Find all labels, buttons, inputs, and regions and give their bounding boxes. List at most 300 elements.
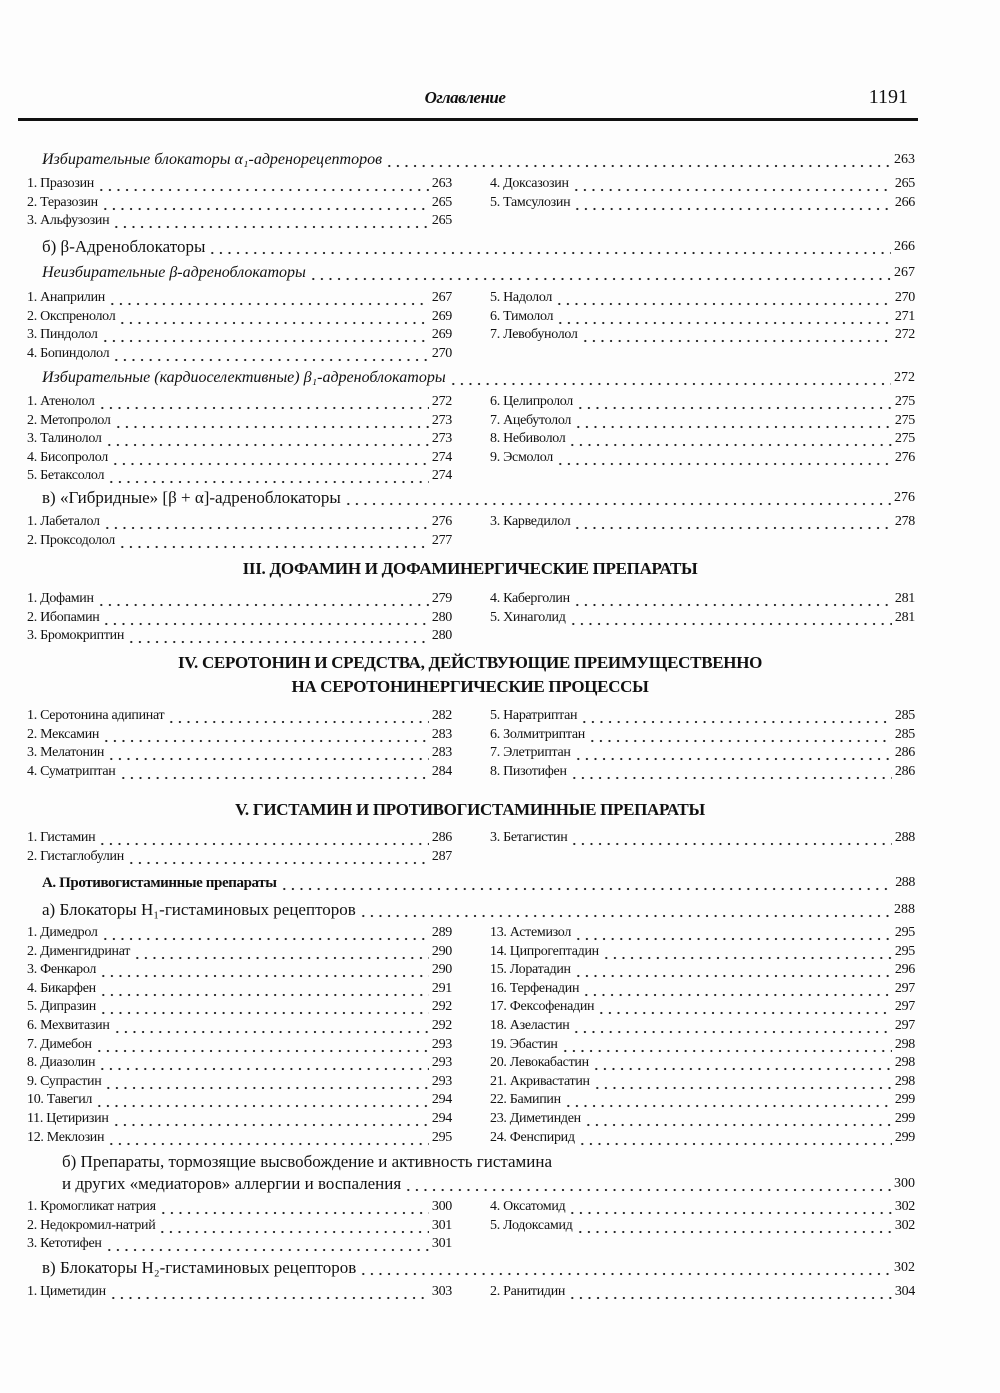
toc-entry[interactable] [490,1017,915,1035]
toc-entry[interactable] [27,627,452,645]
section-title [0,800,940,820]
dot-leader [588,726,892,744]
dot-leader [561,1036,892,1054]
toc-entry[interactable] [27,194,452,212]
toc-heading[interactable] [62,1175,915,1193]
toc-entry-page: 286 [894,763,915,779]
toc-entry-text: 5. Наратриптан [490,708,578,723]
toc-entry-page: 303 [431,1284,452,1299]
dot-leader [97,175,429,193]
dot-leader [568,1198,892,1216]
toc-entry[interactable] [27,393,452,411]
toc-entry-text: 3. Фенкарол [27,962,97,978]
dot-leader [597,998,892,1016]
toc-entry[interactable] [490,412,915,430]
toc-entry-page: 302 [894,1199,915,1214]
dot-leader [572,175,892,193]
toc-entry-text: 12. Меклозин [27,1129,105,1145]
dot-leader [359,901,891,919]
toc-heading-page: 266 [894,239,915,254]
toc-entry-text: 1. Серотонина адипинат [27,708,165,723]
toc-entry[interactable] [27,412,452,430]
dot-leader [101,326,429,344]
toc-entry-text: 1. Дофамин [27,591,94,606]
dot-leader [593,1073,892,1091]
toc-entry-page: 285 [894,708,915,723]
toc-entry[interactable] [27,326,452,344]
toc-entry-text: 3. Альфузозин [27,213,110,229]
dot-leader [556,449,892,467]
dot-leader [107,744,429,762]
toc-entry-page: 304 [894,1284,915,1299]
toc-heading[interactable] [42,238,915,256]
toc-entry[interactable] [27,1054,452,1072]
toc-entry-page: 263 [431,176,452,191]
toc-entry[interactable] [27,449,452,467]
dot-leader [573,590,892,608]
toc-entry[interactable] [27,829,452,847]
dot-leader [572,1017,891,1035]
dot-leader [111,449,429,467]
dot-leader [119,763,429,781]
toc-entry-text: 15. Лоратадин [490,962,571,978]
toc-entry[interactable] [490,1283,915,1301]
dot-leader [574,412,892,430]
toc-entry-page: 272 [431,394,452,409]
toc-entry[interactable] [490,1217,915,1235]
toc-entry[interactable] [27,1198,452,1216]
toc-entry-page: 301 [431,1236,452,1252]
dot-leader [99,980,429,998]
dot-leader [404,1175,891,1193]
dot-leader [280,874,893,892]
toc-entry[interactable] [27,308,452,326]
dot-leader [570,763,892,781]
toc-entry[interactable] [490,289,915,307]
toc-entry[interactable] [27,1283,452,1301]
toc-entry-text: 3. Кетотифен [27,1236,102,1252]
section-title [0,653,940,697]
dot-leader [107,1129,429,1147]
toc-entry-page: 273 [431,431,452,447]
toc-entry[interactable] [27,1129,452,1147]
toc-entry-page: 293 [431,1036,452,1052]
toc-entry-page: 298 [894,1055,915,1071]
toc-entry-page: 276 [894,449,915,465]
toc-entry-text: 3. Бетагистин [490,830,568,845]
toc-entry-text: 18. Азеластин [490,1018,570,1033]
dot-leader [118,308,429,326]
dot-leader [574,961,892,979]
toc-heading-page: 263 [894,152,915,167]
toc-entry[interactable] [490,326,915,344]
toc-heading-line1: б) Препараты, тормозящие высвобождение и активность гистамина [62,1152,553,1171]
dot-leader [102,726,429,744]
dot-leader [385,151,891,169]
dot-leader [127,848,429,866]
toc-entry-page: 270 [894,290,915,305]
toc-entry[interactable] [490,980,915,998]
toc-entry-text: 8. Диазолин [27,1055,96,1071]
toc-entry-page: 284 [431,763,452,779]
toc-entry-text: 5. Тамсулозин [490,194,571,210]
toc-entry-text: 9. Эсмолол [490,449,553,465]
toc-entry[interactable] [27,532,452,550]
toc-entry-page: 273 [431,412,452,428]
toc-entry[interactable] [27,763,452,781]
toc-entry[interactable] [490,744,915,762]
toc-entry[interactable] [27,590,452,608]
toc-entry[interactable] [27,513,452,531]
toc-entry-text: 4. Оксатомид [490,1199,566,1214]
toc-entry-text: 1. Лабеталол [27,514,100,529]
dot-leader [103,513,429,531]
toc-entry-page: 295 [894,943,915,959]
toc-entry[interactable] [27,175,452,193]
toc-entry-page: 269 [431,308,452,324]
toc-entry-text: 6. Целипролол [490,394,573,409]
toc-entry[interactable] [490,513,915,531]
toc-entry[interactable] [490,998,915,1016]
toc-entry-text: 22. Бамипин [490,1092,561,1108]
toc-entry-text: 6. Мехвитазин [27,1018,110,1033]
toc-heading[interactable] [42,369,915,387]
dot-leader [576,1217,892,1235]
toc-entry-text: 5. Бетаксолол [27,468,105,484]
toc-heading[interactable] [42,901,915,919]
toc-entry-page: 299 [894,1111,915,1126]
toc-entry-text: 1. Празозин [27,176,94,191]
dot-leader [578,1129,892,1147]
dot-leader [564,1091,892,1109]
toc-entry[interactable] [490,763,915,781]
toc-heading[interactable] [42,151,915,169]
toc-entry-page: 289 [431,925,452,940]
dot-leader [133,943,429,961]
toc-entry[interactable] [27,1217,452,1235]
dot-leader [344,489,891,507]
dot-leader [118,532,429,550]
toc-entry[interactable] [27,943,452,961]
toc-entry-text: 2. Проксодолол [27,532,115,548]
toc-heading-page: 300 [894,1176,915,1191]
toc-entry-page: 298 [894,1073,915,1089]
dot-leader [104,1073,428,1091]
toc-heading-text: б) β-Адреноблокаторы [42,237,206,256]
dot-leader [99,998,429,1016]
dot-leader [576,393,892,411]
toc-entry[interactable] [490,924,915,942]
dot-leader [449,369,891,387]
dot-leader [95,1091,429,1109]
toc-entry-page: 277 [431,532,452,548]
toc-entry-page: 299 [894,1129,915,1145]
toc-entry-text: 8. Пизотифен [490,763,567,779]
toc-entry-page: 297 [894,1018,915,1033]
dot-leader [167,707,429,725]
toc-entry-text: 1. Атенолол [27,394,95,409]
toc-entry[interactable] [490,1091,915,1109]
toc-entry[interactable] [27,467,452,485]
toc-entry-page: 286 [894,745,915,761]
dot-leader [569,609,892,627]
toc-entry[interactable] [490,449,915,467]
toc-heading-text: а) Блокаторы H₁-гистаминовых рецепторов [42,900,356,919]
toc-entry-text: 8. Небиволол [490,431,566,447]
toc-entry-page: 266 [894,194,915,210]
toc-entry[interactable] [27,726,452,744]
toc-entry[interactable] [490,308,915,326]
toc-entry-text: 16. Терфенадин [490,980,580,996]
toc-entry-text: 1. Гистамин [27,830,96,845]
toc-entry-text: 7. Димебон [27,1036,92,1052]
toc-entry-text: 2. Дименгидринат [27,943,131,959]
toc-entry[interactable] [27,345,452,363]
toc-entry-text: 10. Тавегил [27,1092,93,1108]
toc-entry[interactable] [27,961,452,979]
dot-leader [112,212,429,230]
dot-leader [570,829,891,847]
toc-entry[interactable] [490,943,915,961]
toc-entry[interactable] [27,848,452,866]
toc-entry-text: 21. Акривастатин [490,1073,590,1089]
dot-leader [112,1110,429,1128]
toc-entry-text: 2. Недокромил-натрий [27,1217,156,1233]
toc-entry-text: 5. Дипразин [27,999,96,1015]
toc-entry-page: 283 [431,726,452,742]
toc-entry-page: 280 [431,609,452,625]
toc-heading[interactable] [42,264,915,282]
toc-entry-page: 267 [431,290,452,305]
toc-entry-text: 2. Метопролол [27,412,111,428]
toc-entry-page: 272 [894,327,915,343]
toc-entry-page: 292 [431,1018,452,1033]
toc-entry-text: 4. Доксазозин [490,176,569,191]
toc-entry-text: 4. Бопиндолол [27,345,110,361]
dot-leader [208,238,891,256]
toc-entry[interactable] [490,175,915,193]
toc-entry[interactable] [490,961,915,979]
dot-leader [113,1017,429,1035]
toc-entry-text: 3. Мелатонин [27,745,105,761]
toc-entry-text: 2. Мексамин [27,726,100,742]
dot-leader [98,829,429,847]
dot-leader [574,744,892,762]
toc-entry-text: 2. Теразозин [27,194,98,210]
dot-leader [101,194,429,212]
toc-entry-page: 286 [431,830,452,845]
toc-entry-page: 294 [431,1092,452,1108]
dot-leader [592,1054,892,1072]
toc-heading-text: А. Противогистаминные препараты [42,875,277,891]
dot-leader [101,924,429,942]
toc-entry[interactable] [27,1235,452,1253]
toc-entry-page: 265 [431,213,452,229]
toc-entry-text: 13. Астемизол [490,925,572,940]
toc-entry[interactable] [490,1110,915,1128]
running-header-title: Оглавление [424,88,506,107]
dot-leader [102,609,428,627]
dot-leader [114,412,429,430]
toc-entry-page: 282 [431,708,452,723]
toc-entry[interactable] [27,744,452,762]
dot-leader [581,326,892,344]
toc-entry[interactable] [490,1198,915,1216]
toc-entry-page: 278 [894,514,915,529]
toc-entry-page: 269 [431,327,452,343]
dot-leader [98,1054,429,1072]
header-rule [18,118,918,121]
toc-entry-text: 5. Хинаголид [490,609,566,625]
toc-entry[interactable] [490,609,915,627]
toc-entry-text: 19. Эбастин [490,1036,558,1052]
toc-entry-text: 11. Цетиризин [27,1111,109,1126]
toc-entry[interactable] [27,430,452,448]
toc-entry-text: 1. Циметидин [27,1284,106,1299]
toc-entry-page: 295 [894,925,915,940]
dot-leader [602,943,892,961]
toc-entry-text: 1. Димедрол [27,925,98,940]
toc-heading-page: 272 [894,370,915,385]
toc-entry-page: 295 [431,1129,452,1145]
toc-entry[interactable] [490,393,915,411]
toc-entry[interactable] [27,1073,452,1091]
toc-entry-text: 7. Левобунолол [490,327,578,343]
toc-heading-page: 267 [894,265,915,280]
toc-entry-text: 2. Ибопамин [27,609,100,625]
toc-entry-text: 3. Пиндолол [27,327,98,343]
toc-entry[interactable] [27,609,452,627]
toc-entry-page: 274 [431,468,452,484]
toc-entry[interactable] [27,212,452,230]
toc-entry[interactable] [490,707,915,725]
dot-leader [574,924,892,942]
toc-entry-page: 274 [431,449,452,465]
toc-entry-text: 1. Анаприлин [27,290,105,305]
toc-entry-text: 4. Бикарфен [27,980,96,996]
toc-entry-page: 275 [894,394,915,409]
toc-entry-text: 5. Надолол [490,290,553,305]
dot-leader [582,980,892,998]
toc-entry[interactable] [490,726,915,744]
toc-entry-text: 5. Лодоксамид [490,1217,573,1233]
dot-leader [105,1235,429,1253]
toc-entry[interactable] [27,1091,452,1109]
toc-entry-page: 290 [431,943,452,959]
toc-entry-text: 2. Окспренолол [27,308,116,324]
dot-leader [568,1283,892,1301]
toc-entry-page: 275 [894,431,915,447]
toc-entry[interactable] [490,1036,915,1054]
toc-entry-page: 279 [431,591,452,606]
toc-entry-text: 7. Элетриптан [490,745,571,761]
toc-entry-page: 288 [894,830,915,845]
toc-entry-text: 17. Фексофенадин [490,999,595,1015]
toc-heading[interactable] [42,874,915,892]
toc-entry-page: 300 [431,1199,452,1214]
toc-heading[interactable] [42,489,915,507]
section-title-line: V. ГИСТАМИН И ПРОТИВОГИСТАМИННЫЕ ПРЕПАРАТЫ [235,800,705,819]
toc-entry-text: 3. Бромокриптин [27,628,125,644]
toc-entry[interactable] [27,1017,452,1035]
dot-leader [109,1283,429,1301]
toc-entry-page: 265 [894,176,915,191]
dot-leader [555,289,892,307]
toc-entry-text: 20. Левокабастин [490,1055,589,1071]
section-title-line: IV. СЕРОТОНИН И СРЕДСТВА, ДЕЙСТВУЮЩИЕ ПРЕИМУЩЕСТВЕННО [177,653,763,672]
dot-leader [99,961,429,979]
toc-heading-page: 302 [894,1260,915,1275]
toc-entry[interactable] [27,924,452,942]
toc-entry-text: 23. Диметинден [490,1111,581,1126]
toc-entry[interactable] [27,980,452,998]
toc-entry[interactable] [490,194,915,212]
toc-entry-page: 283 [431,745,452,761]
toc-entry[interactable] [27,707,452,725]
toc-entry-text: 14. Ципрогептадин [490,943,599,959]
dot-leader [98,393,429,411]
toc-heading-page: 288 [894,902,915,917]
toc-entry-text: 9. Супрастин [27,1073,102,1089]
toc-entry[interactable] [27,1036,452,1054]
toc-entry[interactable] [490,829,915,847]
toc-entry[interactable] [490,430,915,448]
toc-entry-text: 2. Ранитидин [490,1284,566,1299]
toc-entry-page: 297 [894,980,915,996]
toc-entry-text: 24. Фенспирид [490,1129,575,1145]
dot-leader [309,264,891,282]
toc-heading-page: 288 [895,875,915,890]
toc-entry[interactable] [490,1073,915,1091]
toc-entry-page: 270 [431,345,452,361]
dot-leader [127,627,429,645]
toc-heading-text: Избирательные блокаторы α₁-адренорецепторов [42,151,383,168]
toc-entry[interactable] [27,1110,452,1128]
toc-entry-text: 1. Кромогликат натрия [27,1199,156,1214]
toc-entry-page: 293 [431,1055,452,1071]
toc-heading-text: в) Блокаторы H₂-гистаминовых рецепторов [42,1258,357,1277]
dot-leader [159,1198,429,1216]
toc-entry-page: 291 [431,980,452,996]
page-number: 1191 [868,86,908,108]
dot-leader [580,707,892,725]
toc-entry-page: 298 [894,1036,915,1052]
toc-heading[interactable] [42,1259,915,1277]
toc-entry-page: 281 [894,591,915,606]
toc-entry-text: 4. Суматриптан [27,763,116,779]
toc-entry-text: 2. Гистаглобулин [27,848,124,864]
toc-heading-text: и других «медиаторов» аллергии и воспаления [62,1174,402,1193]
toc-entry-page: 271 [894,308,915,324]
toc-entry-text: 4. Бисопролол [27,449,108,465]
dot-leader [568,430,891,448]
toc-entry[interactable] [490,1054,915,1072]
dot-leader [359,1259,891,1277]
toc-entry-page: 280 [431,628,452,644]
toc-entry[interactable] [27,289,452,307]
toc-entry[interactable] [27,998,452,1016]
toc-entry[interactable] [490,590,915,608]
toc-entry-page: 292 [431,999,452,1015]
dot-leader [573,194,892,212]
toc-heading-text: Неизбирательные β-адреноблокаторы [42,264,306,281]
section-title [0,559,940,579]
dot-leader [158,1217,428,1235]
toc-entry-text: 3. Талинолол [27,431,102,447]
toc-entry-page: 290 [431,962,452,978]
dot-leader [556,308,892,326]
toc-entry[interactable] [490,1129,915,1147]
